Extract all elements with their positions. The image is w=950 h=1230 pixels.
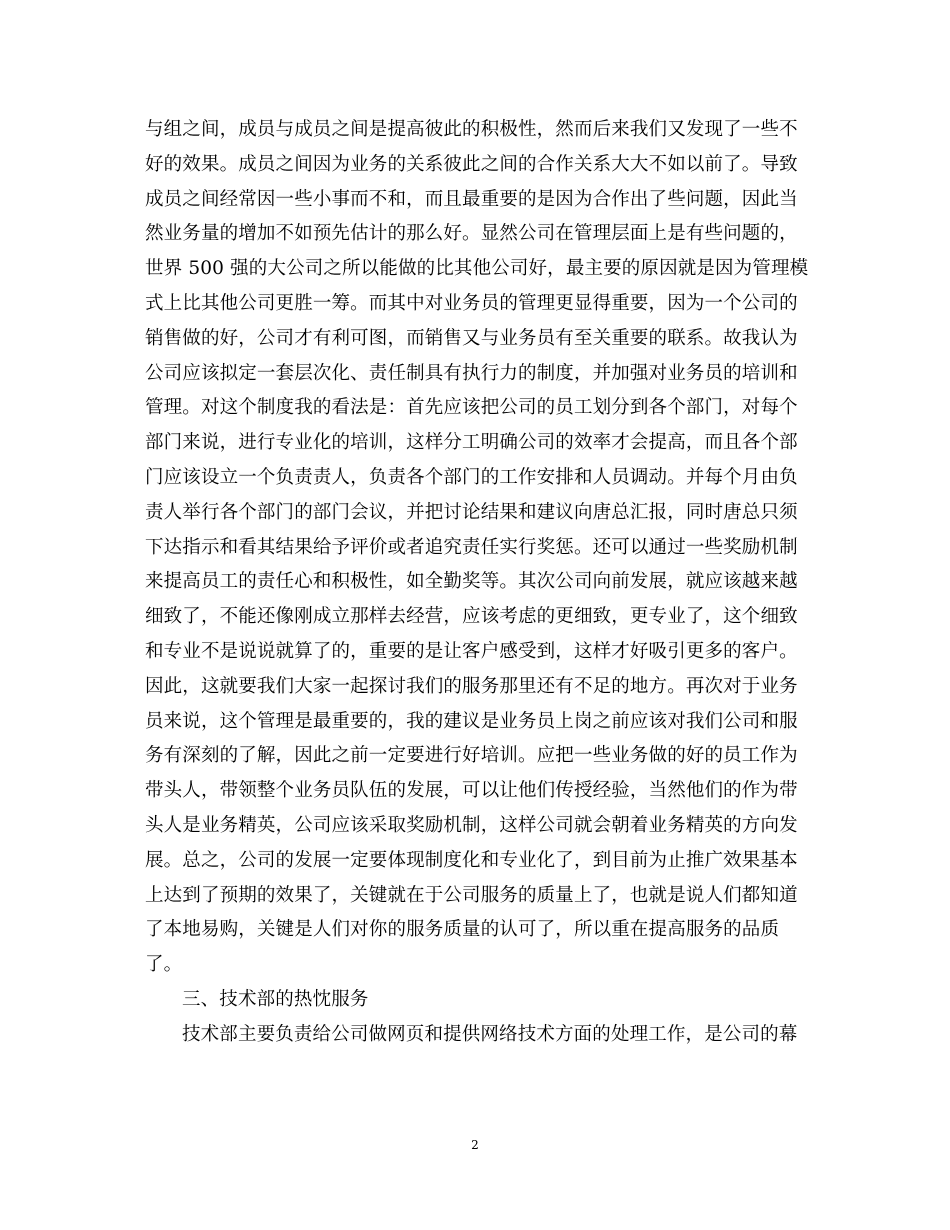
paragraph-line: 因此，这就要我们大家一起探讨我们的服务那里还有不足的地方。再次对于业务 bbox=[145, 675, 798, 697]
paragraph-line: 与组之间，成员与成员之间是提高彼此的积极性，然而后来我们又发现了一些不 bbox=[145, 119, 798, 140]
paragraph-line: 和专业不是说说就算了的，重要的是让客户感受到，这样才好吸引更多的客户。 bbox=[145, 640, 798, 662]
paragraph-line: 头人是业务精英，公司应该采取奖励机制，这样公司就会朝着业务精英的方向发 bbox=[145, 814, 798, 836]
paragraph-line: 责人举行各个部门的部门会议，并把讨论结果和建议向唐总汇报，同时唐总只须 bbox=[145, 501, 798, 523]
paragraph-line: 然业务量的增加不如预先估计的那么好。显然公司在管理层面上是有些问题的， bbox=[145, 223, 798, 245]
paragraph-line: 带头人，带领整个业务员队伍的发展，可以让他们传授经验，当然他们的作为带 bbox=[145, 780, 798, 802]
body-text bbox=[145, 113, 809, 1053]
page-number: 2 bbox=[471, 1138, 479, 1152]
paragraph-line: 细致了，不能还像刚成立那样去经营，应该考虑的更细致，更专业了，这个细致 bbox=[145, 606, 798, 628]
paragraph-line: 管理。对这个制度我的看法是：首先应该把公司的员工划分到各个部门，对每个 bbox=[145, 397, 798, 419]
paragraph-line: 上达到了预期的效果了，关键就在于公司服务的质量上了，也就是说人们都知道 bbox=[145, 884, 798, 906]
paragraph-line: 了。 bbox=[145, 954, 183, 976]
paragraph-line: 务有深刻的了解，因此之前一定要进行好培训。应把一些业务做的好的员工作为 bbox=[145, 745, 798, 767]
paragraph-line: 了本地易购，关键是人们对你的服务质量的认可了，所以重在提高服务的品质 bbox=[145, 919, 780, 941]
paragraph-line: 好的效果。成员之间因为业务的关系彼此之间的合作关系大大不如以前了。导致 bbox=[145, 153, 798, 175]
paragraph-line: 来提高员工的责任心和积极性，如全勤奖等。其次公司向前发展，就应该越来越 bbox=[145, 571, 798, 593]
paragraph-line: 员来说，这个管理是最重要的，我的建议是业务员上岗之前应该对我们公司和服 bbox=[145, 710, 798, 732]
paragraph-line-indented: 技术部主要负责给公司做网页和提供网络技术方面的处理工作，是公司的幕 bbox=[182, 1023, 798, 1045]
paragraph-line: 部门来说，进行专业化的培训，这样分工明确公司的效率才会提高，而且各个部 bbox=[145, 432, 798, 454]
paragraph-line: 公司应该拟定一套层次化、责任制具有执行力的制度，并加强对业务员的培训和 bbox=[145, 362, 798, 384]
paragraph-line: 世界 500 强的大公司之所以能做的比其他公司好，最主要的原因就是因为管理模 bbox=[145, 258, 809, 280]
paragraph-line-indented: 三、技术部的热忱服务 bbox=[182, 988, 369, 1010]
paragraph-line: 门应该设立一个负责责人，负责各个部门的工作安排和人员调动。并每个月由负 bbox=[145, 466, 798, 488]
paragraph-line: 销售做的好，公司才有利可图，而销售又与业务员有至关重要的联系。故我认为 bbox=[145, 327, 798, 349]
paragraph-line: 下达指示和看其结果给予评价或者追究责任实行奖惩。还可以通过一些奖励机制 bbox=[145, 536, 798, 558]
paragraph-line: 展。总之，公司的发展一定要体现制度化和专业化了，到目前为止推广效果基本 bbox=[145, 849, 798, 871]
paragraph-line: 式上比其他公司更胜一筹。而其中对业务员的管理更显得重要，因为一个公司的 bbox=[145, 292, 798, 314]
paragraph-line: 成员之间经常因一些小事而不和，而且最重要的是因为合作出了些问题，因此当 bbox=[145, 188, 798, 210]
